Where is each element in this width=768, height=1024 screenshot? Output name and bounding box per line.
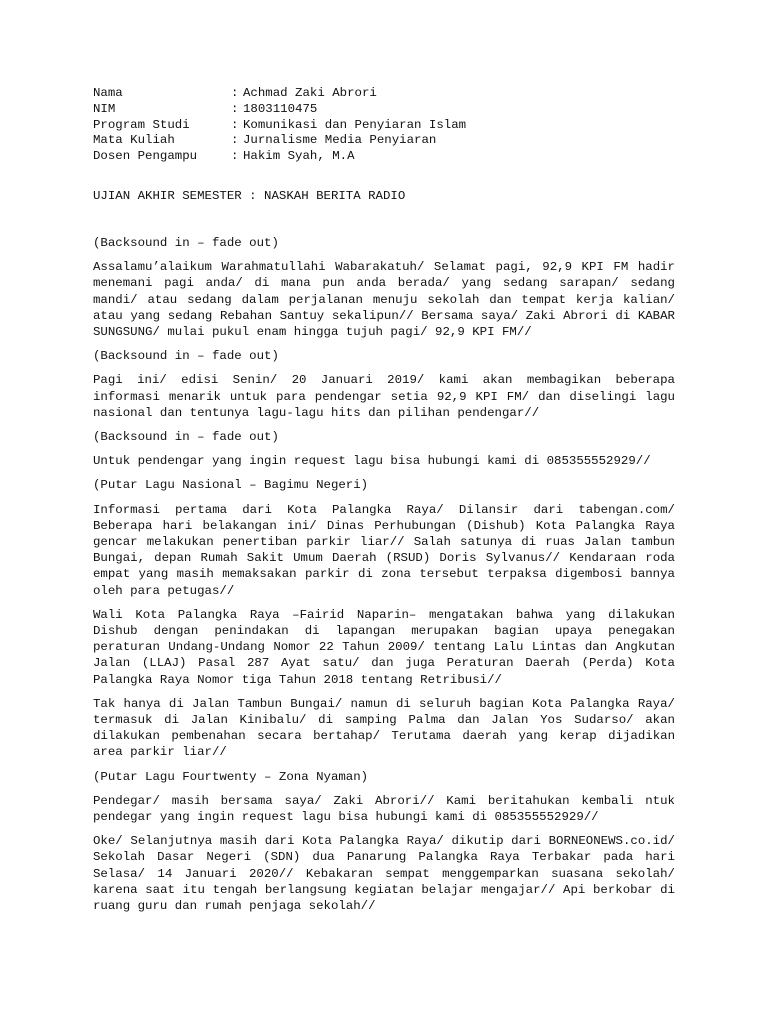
info-row-mata-kuliah: [93, 133, 675, 149]
production-cue: (Putar Lagu Nasional – Bagimu Negeri): [93, 478, 369, 493]
info-label: Mata Kuliah: [93, 133, 175, 148]
production-cue: (Backsound in – fade out): [93, 349, 279, 364]
info-value: 1803110475: [243, 101, 318, 116]
info-separator: :: [231, 101, 239, 116]
script-paragraph: Assalamu’alaikum Warahmatullahi Wabarakatuh/ Selamat pagi, 92,9 KPI FM hadir menemani pagi anda/ di mana pun anda berada/ yang sedang sarapan/ sedang mandi/ atau sedang dalam perjalanan menuju sekolah dan tempat kerja kalian/ atau yang sedang Rebahan Santuy sekalipun// Bersama saya/ Zaki Abrori di KABAR SUNGSUNG/ mulai pukul enam hingga tujuh pagi/ 92,9 KPI FM//: [93, 260, 675, 339]
info-value: Achmad Zaki Abrori: [243, 86, 377, 100]
script-body: [93, 235, 675, 914]
info-separator: :: [231, 86, 239, 100]
script-paragraph: Pagi ini/ edisi Senin/ 20 Januari 2019/ kami akan membagikan beberapa informasi menarik untuk para pendengar setia 92,9 KPI FM/ dan diselingi lagu nasional dan tentunya lagu-lagu hits dan pilihan pendengar//: [93, 373, 675, 420]
info-separator: :: [231, 133, 239, 148]
info-separator: :: [231, 117, 239, 132]
script-paragraph: Tak hanya di Jalan Tambun Bungai/ namun di seluruh bagian Kota Palangka Raya/ termasuk di Jalan Kinibalu/ di samping Palma dan Jalan Yos Sudarso/ akan dilakukan pembenahan secara bertahap/ Terutama daerah yang kerap dijadikan area parkir liar//: [93, 696, 675, 760]
production-cue: (Backsound in – fade out): [93, 430, 279, 445]
info-value: Jurnalisme Media Penyiaran: [243, 133, 437, 148]
script-paragraph: Untuk pendengar yang ingin request lagu bisa hubungi kami di 085355552929//: [93, 454, 651, 469]
document-page: [93, 86, 675, 922]
document-title: UJIAN AKHIR SEMESTER : NASKAH BERITA RADIO: [93, 188, 406, 203]
info-row-program-studi: [93, 118, 675, 134]
script-paragraph: Informasi pertama dari Kota Palangka Raya/ Dilansir dari tabengan.com/ Beberapa hari belakangan ini/ Dinas Perhubungan (Dishub) Kota Palangka Raya gencar melakukan penertiban parkir liar// Salah satunya di ruas Jalan tambun Bungai, depan Rumah Sakit Umum Daerah (RSUD) Doris Sylvanus// Kendaraan roda empat yang masih memaksakan parkir di zona tersebut terpaksa digembosi bannya oleh para petugas//: [93, 502, 675, 598]
info-separator: :: [231, 149, 239, 164]
student-info: [93, 86, 675, 165]
info-label: Nama: [93, 86, 123, 100]
info-label: NIM: [93, 101, 116, 116]
info-value: Komunikasi dan Penyiaran Islam: [243, 117, 467, 132]
info-value: Hakim Syah, M.A: [243, 149, 355, 164]
info-label: Dosen Pengampu: [93, 149, 198, 164]
script-paragraph: Oke/ Selanjutnya masih dari Kota Palangka Raya/ dikutip dari BORNEONEWS.co.id/ Sekolah Dasar Negeri (SDN) dua Panarung Palangka Raya Terbakar pada hari Selasa/ 14 Januari 2020// Kebakaran sempat menggemparkan suasana sekolah/ karena saat itu tengah berlangsung kegiatan belajar mengajar// Api berkobar di ruang guru dan rumah penjaga sekolah//: [93, 834, 675, 914]
info-row-nim: [93, 102, 675, 118]
production-cue: (Putar Lagu Fourtwenty – Zona Nyaman): [93, 769, 369, 784]
info-label: Program Studi: [93, 117, 190, 132]
production-cue: (Backsound in – fade out): [93, 235, 279, 250]
info-row-dosen-pengampu: [93, 149, 675, 165]
info-row-nama: [93, 86, 675, 102]
script-paragraph: Pendegar/ masih bersama saya/ Zaki Abrori// Kami beritahukan kembali ntuk pendegar yang ingin request lagu bisa hubungi kami di 085355552929//: [93, 793, 675, 825]
script-paragraph: Wali Kota Palangka Raya –Fairid Naparin– mengatakan bahwa yang dilakukan Dishub dengan penindakan di lapangan merupakan bagian upaya penegakan peraturan Undang-Undang Nomor 22 Tahun 2009/ tentang Lalu Lintas dan Angkutan Jalan (LLAJ) Pasal 287 Ayat satu/ dan juga Peraturan Daerah (Perda) Kota Palangka Raya Nomor tiga Tahun 2018 tentang Retribusi//: [93, 607, 675, 687]
